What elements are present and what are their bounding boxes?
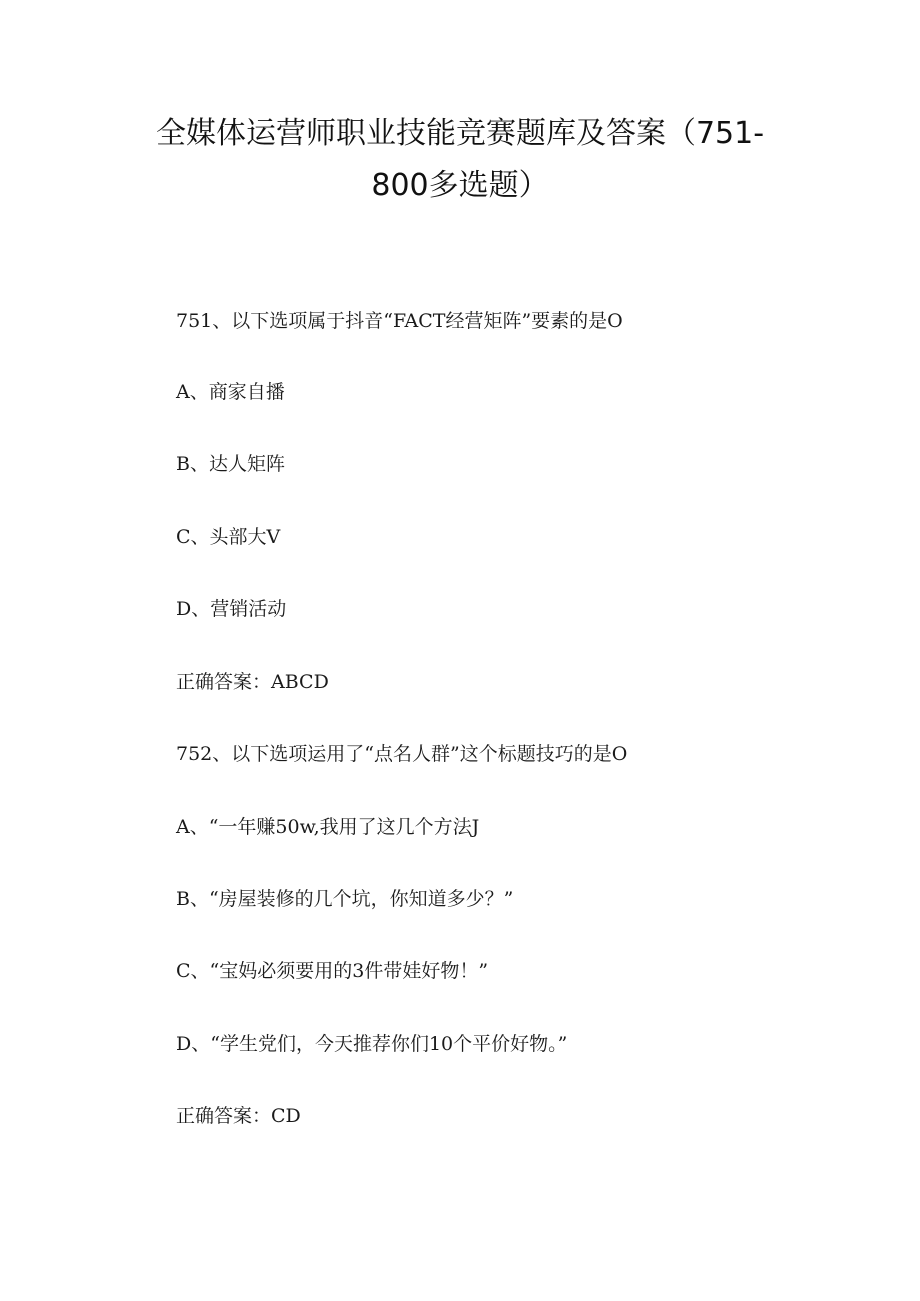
option-c: C、头部大V <box>176 526 281 548</box>
option-d: D、“学生党们，今天推荐你们10个平价好物。” <box>176 1033 568 1055</box>
question-stem: 752、以下选项运用了“点名人群”这个标题技巧的是O <box>176 743 628 765</box>
option-a: A、商家自播 <box>176 381 285 403</box>
option-c: C、“宝妈必须要用的3件带娃好物！” <box>176 960 489 982</box>
answer-text: 正确答案：CD <box>176 1105 301 1127</box>
answer-text: 正确答案：ABCD <box>176 671 329 693</box>
option-a: A、“一年赚50w,我用了这几个方法J <box>176 816 480 838</box>
option-b: B、达人矩阵 <box>176 453 285 475</box>
option-d: D、营销活动 <box>176 598 287 620</box>
question-stem: 751、以下选项属于抖音“FACT经营矩阵”要素的是O <box>176 310 623 332</box>
option-b: B、“房屋装修的几个坑，你知道多少？” <box>176 888 514 910</box>
page-title: 全媒体运营师职业技能竞赛题库及答案（751-800多选题） <box>155 116 765 203</box>
